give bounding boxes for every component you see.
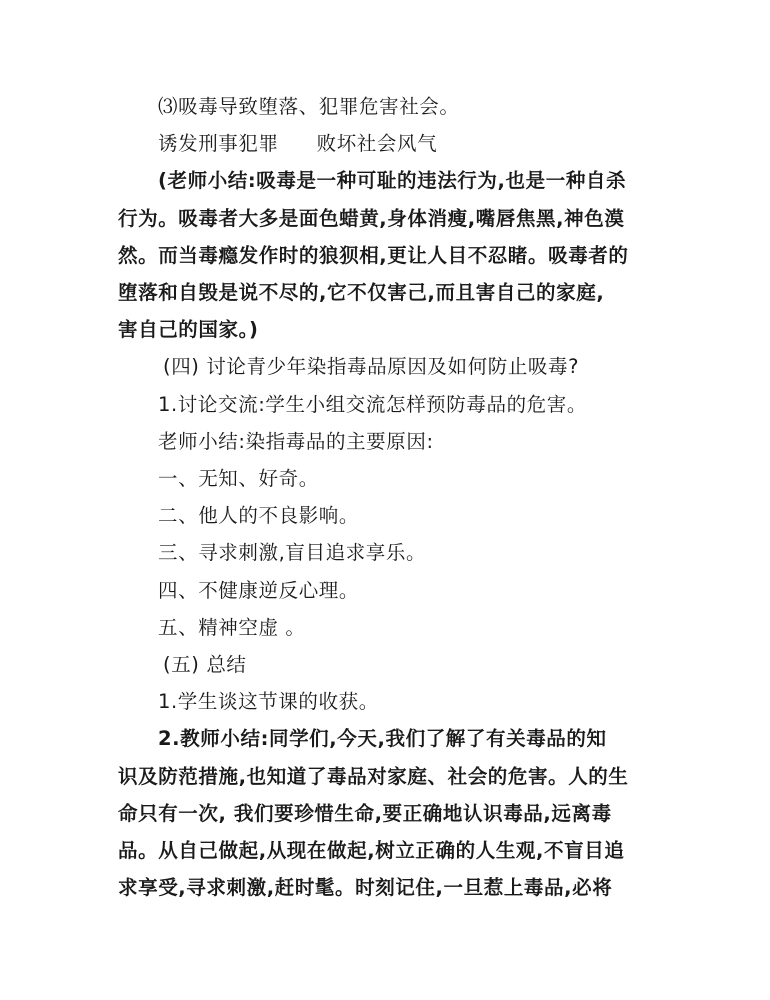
paragraph-teacher-summary: 老师小结:染指毒品的主要原因: — [158, 429, 434, 453]
paragraph-conclusion-line-2: 识及防范措施,也知道了毒品对家庭、社会的危害。人的生 — [118, 764, 629, 788]
paragraph-summary-line-1: (老师小结:吸毒是一种可耻的违法行为,也是一种自杀 — [158, 169, 627, 193]
reason-item-1: 一、无知、好奇。 — [158, 467, 319, 491]
reason-item-5: 五、精神空虚 。 — [158, 615, 306, 639]
section-heading-5: (五) 总结 — [163, 653, 247, 677]
reason-item-2: 二、他人的不良影响。 — [158, 504, 360, 528]
section-heading-4: (四) 讨论青少年染指毒品原因及如何防止吸毒? — [163, 355, 580, 379]
paragraph-summary-line-5: 害自己的国家。) — [118, 318, 259, 342]
paragraph-conclusion-line-1: 2.教师小结:同学们,今天,我们了解了有关毒品的知 — [158, 727, 607, 751]
reason-item-4: 四、不健康逆反心理。 — [158, 578, 360, 602]
reason-item-3: 三、寻求刺激,盲目追求享乐。 — [158, 541, 427, 565]
paragraph-conclusion-line-5: 求享受,寻求刺激,赶时髦。时刻记住,一旦惹上毒品,必将 — [118, 876, 613, 900]
text-social: 败坏社会风气 — [316, 132, 438, 156]
paragraph-summary-line-3: 然。而当毒瘾发作时的狼狈相,更让人目不忍睹。吸毒者的 — [118, 243, 629, 267]
paragraph-discussion: 1.讨论交流:学生小组交流怎样预防毒品的危害。 — [158, 392, 587, 416]
paragraph-summary-line-2: 行为。吸毒者大多是面色蜡黄,身体消瘦,嘴唇焦黑,神色漠 — [118, 206, 625, 230]
paragraph-harm-effects — [118, 125, 652, 162]
text-crime: 诱发刑事犯罪 — [158, 132, 279, 156]
paragraph-harm-3: ⑶吸毒导致堕落、犯罪危害社会。 — [158, 95, 460, 118]
paragraph-student-gains: 1.学生谈这节课的收获。 — [158, 690, 379, 714]
paragraph-conclusion-line-4: 品。从自己做起,从现在做起,树立正确的人生观,不盲目追 — [118, 839, 625, 863]
paragraph-summary-line-4: 堕落和自毁是说不尽的,它不仅害己,而且害自己的家庭, — [118, 281, 605, 305]
paragraph-conclusion-line-3: 命只有一次, 我们要珍惜生命,要正确地认识毒品,远离毒 — [118, 801, 612, 825]
